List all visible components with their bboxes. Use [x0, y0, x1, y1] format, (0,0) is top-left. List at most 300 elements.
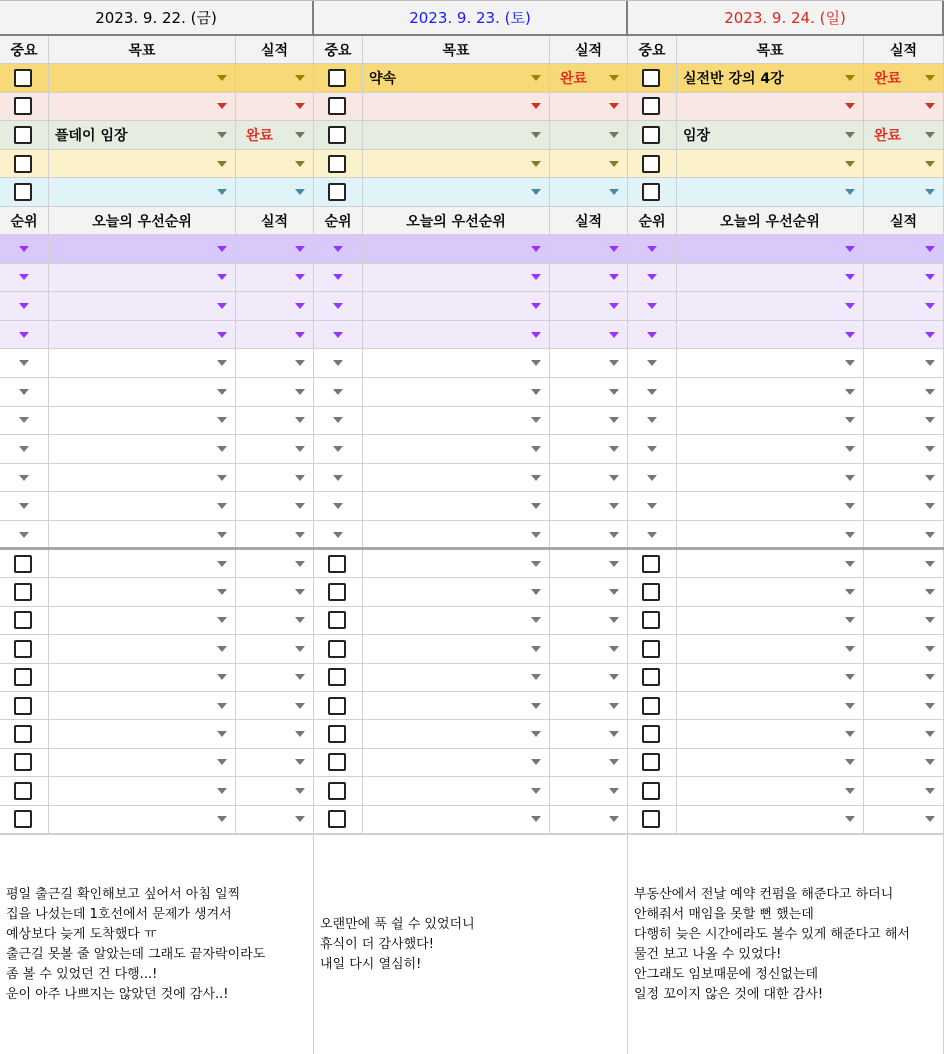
importance-checkbox[interactable]	[14, 97, 32, 115]
priority-cell[interactable]	[363, 349, 550, 378]
dropdown-arrow-icon[interactable]	[845, 75, 855, 81]
dropdown-arrow-icon[interactable]	[647, 446, 657, 452]
goal-cell[interactable]	[363, 121, 550, 150]
dropdown-arrow-icon[interactable]	[845, 731, 855, 737]
dropdown-arrow-icon[interactable]	[531, 646, 541, 652]
task-cell[interactable]	[677, 720, 864, 748]
dropdown-arrow-icon[interactable]	[647, 532, 657, 538]
result-select[interactable]	[550, 664, 628, 692]
task-cell[interactable]	[363, 777, 550, 805]
dropdown-arrow-icon[interactable]	[333, 274, 343, 280]
result-select[interactable]	[550, 64, 628, 93]
dropdown-arrow-icon[interactable]	[609, 816, 619, 822]
dropdown-arrow-icon[interactable]	[19, 503, 29, 509]
result-select[interactable]	[864, 178, 944, 207]
dropdown-arrow-icon[interactable]	[531, 731, 541, 737]
importance-checkbox[interactable]	[14, 126, 32, 144]
dropdown-arrow-icon[interactable]	[333, 360, 343, 366]
goal-cell[interactable]	[49, 178, 236, 207]
result-select[interactable]	[864, 492, 944, 521]
priority-cell[interactable]	[49, 435, 236, 464]
goal-cell[interactable]	[363, 64, 550, 93]
goal-cell[interactable]	[363, 178, 550, 207]
rank-select[interactable]	[0, 464, 49, 493]
result-select[interactable]	[550, 349, 628, 378]
dropdown-arrow-icon[interactable]	[295, 417, 305, 423]
rank-select[interactable]	[628, 264, 677, 293]
dropdown-arrow-icon[interactable]	[217, 703, 227, 709]
priority-cell[interactable]	[49, 378, 236, 407]
importance-checkbox[interactable]	[328, 155, 346, 173]
result-select[interactable]	[236, 578, 314, 606]
dropdown-arrow-icon[interactable]	[333, 503, 343, 509]
dropdown-arrow-icon[interactable]	[609, 332, 619, 338]
priority-cell[interactable]	[677, 264, 864, 293]
result-select[interactable]	[236, 292, 314, 321]
importance-checkbox[interactable]	[642, 183, 660, 201]
priority-cell[interactable]	[363, 435, 550, 464]
dropdown-arrow-icon[interactable]	[217, 189, 227, 195]
task-checkbox[interactable]	[14, 668, 32, 686]
result-select[interactable]	[550, 749, 628, 777]
task-checkbox[interactable]	[14, 753, 32, 771]
result-select[interactable]	[864, 720, 944, 748]
result-select[interactable]	[550, 607, 628, 635]
result-select[interactable]	[550, 264, 628, 293]
dropdown-arrow-icon[interactable]	[531, 103, 541, 109]
task-cell[interactable]	[363, 607, 550, 635]
task-cell[interactable]	[49, 720, 236, 748]
importance-checkbox[interactable]	[14, 155, 32, 173]
result-select[interactable]	[550, 150, 628, 179]
result-select[interactable]	[864, 235, 944, 264]
rank-select[interactable]	[628, 521, 677, 550]
task-checkbox[interactable]	[14, 782, 32, 800]
task-checkbox[interactable]	[642, 810, 660, 828]
dropdown-arrow-icon[interactable]	[295, 703, 305, 709]
task-cell[interactable]	[677, 635, 864, 663]
result-select[interactable]	[550, 121, 628, 150]
result-select[interactable]	[864, 578, 944, 606]
importance-checkbox[interactable]	[328, 183, 346, 201]
rank-select[interactable]	[0, 349, 49, 378]
priority-cell[interactable]	[49, 321, 236, 350]
result-select[interactable]	[864, 321, 944, 350]
result-select[interactable]	[236, 150, 314, 179]
rank-select[interactable]	[628, 378, 677, 407]
dropdown-arrow-icon[interactable]	[609, 389, 619, 395]
task-cell[interactable]	[677, 777, 864, 805]
task-checkbox[interactable]	[14, 611, 32, 629]
dropdown-arrow-icon[interactable]	[531, 417, 541, 423]
task-checkbox[interactable]	[14, 725, 32, 743]
dropdown-arrow-icon[interactable]	[609, 446, 619, 452]
result-select[interactable]	[550, 93, 628, 122]
task-checkbox[interactable]	[328, 668, 346, 686]
dropdown-arrow-icon[interactable]	[217, 303, 227, 309]
task-checkbox[interactable]	[328, 810, 346, 828]
dropdown-arrow-icon[interactable]	[295, 303, 305, 309]
result-select[interactable]	[550, 321, 628, 350]
dropdown-arrow-icon[interactable]	[333, 417, 343, 423]
dropdown-arrow-icon[interactable]	[845, 475, 855, 481]
task-checkbox[interactable]	[328, 782, 346, 800]
dropdown-arrow-icon[interactable]	[19, 274, 29, 280]
dropdown-arrow-icon[interactable]	[845, 646, 855, 652]
result-select[interactable]	[550, 521, 628, 550]
priority-cell[interactable]	[677, 464, 864, 493]
dropdown-arrow-icon[interactable]	[925, 389, 935, 395]
importance-checkbox[interactable]	[328, 126, 346, 144]
dropdown-arrow-icon[interactable]	[217, 132, 227, 138]
dropdown-arrow-icon[interactable]	[531, 360, 541, 366]
result-select[interactable]	[864, 550, 944, 578]
dropdown-arrow-icon[interactable]	[295, 674, 305, 680]
importance-checkbox[interactable]	[14, 183, 32, 201]
dropdown-arrow-icon[interactable]	[647, 360, 657, 366]
task-checkbox[interactable]	[328, 555, 346, 573]
importance-checkbox[interactable]	[14, 69, 32, 87]
rank-select[interactable]	[0, 321, 49, 350]
dropdown-arrow-icon[interactable]	[19, 446, 29, 452]
priority-cell[interactable]	[363, 264, 550, 293]
dropdown-arrow-icon[interactable]	[925, 589, 935, 595]
result-select[interactable]	[864, 378, 944, 407]
task-cell[interactable]	[677, 806, 864, 834]
dropdown-arrow-icon[interactable]	[609, 360, 619, 366]
dropdown-arrow-icon[interactable]	[295, 617, 305, 623]
dropdown-arrow-icon[interactable]	[845, 503, 855, 509]
dropdown-arrow-icon[interactable]	[845, 274, 855, 280]
result-select[interactable]	[236, 806, 314, 834]
task-checkbox[interactable]	[328, 697, 346, 715]
dropdown-arrow-icon[interactable]	[295, 731, 305, 737]
task-checkbox[interactable]	[642, 725, 660, 743]
dropdown-arrow-icon[interactable]	[925, 703, 935, 709]
task-cell[interactable]	[677, 550, 864, 578]
result-select[interactable]	[236, 264, 314, 293]
rank-select[interactable]	[0, 521, 49, 550]
dropdown-arrow-icon[interactable]	[19, 475, 29, 481]
dropdown-arrow-icon[interactable]	[925, 617, 935, 623]
priority-cell[interactable]	[677, 521, 864, 550]
dropdown-arrow-icon[interactable]	[531, 246, 541, 252]
priority-cell[interactable]	[677, 349, 864, 378]
result-select[interactable]	[236, 607, 314, 635]
result-select[interactable]	[550, 806, 628, 834]
dropdown-arrow-icon[interactable]	[295, 274, 305, 280]
result-select[interactable]	[236, 378, 314, 407]
rank-select[interactable]	[314, 435, 363, 464]
task-checkbox[interactable]	[14, 555, 32, 573]
task-checkbox[interactable]	[328, 640, 346, 658]
result-select[interactable]	[236, 349, 314, 378]
result-select[interactable]	[550, 720, 628, 748]
priority-cell[interactable]	[677, 235, 864, 264]
dropdown-arrow-icon[interactable]	[531, 561, 541, 567]
priority-cell[interactable]	[363, 235, 550, 264]
dropdown-arrow-icon[interactable]	[845, 446, 855, 452]
dropdown-arrow-icon[interactable]	[295, 759, 305, 765]
dropdown-arrow-icon[interactable]	[609, 475, 619, 481]
dropdown-arrow-icon[interactable]	[925, 303, 935, 309]
dropdown-arrow-icon[interactable]	[19, 303, 29, 309]
rank-select[interactable]	[314, 521, 363, 550]
result-select[interactable]	[550, 550, 628, 578]
dropdown-arrow-icon[interactable]	[295, 161, 305, 167]
importance-checkbox[interactable]	[642, 97, 660, 115]
result-select[interactable]	[864, 607, 944, 635]
result-select[interactable]	[236, 464, 314, 493]
task-cell[interactable]	[363, 550, 550, 578]
dropdown-arrow-icon[interactable]	[295, 646, 305, 652]
goal-cell[interactable]	[49, 64, 236, 93]
dropdown-arrow-icon[interactable]	[531, 674, 541, 680]
dropdown-arrow-icon[interactable]	[295, 332, 305, 338]
result-select[interactable]	[236, 664, 314, 692]
task-cell[interactable]	[677, 607, 864, 635]
rank-select[interactable]	[0, 435, 49, 464]
result-select[interactable]	[550, 378, 628, 407]
result-select[interactable]	[864, 349, 944, 378]
rank-select[interactable]	[314, 464, 363, 493]
rank-select[interactable]	[0, 235, 49, 264]
dropdown-arrow-icon[interactable]	[19, 532, 29, 538]
result-select[interactable]	[864, 749, 944, 777]
dropdown-arrow-icon[interactable]	[217, 360, 227, 366]
dropdown-arrow-icon[interactable]	[19, 332, 29, 338]
task-checkbox[interactable]	[328, 611, 346, 629]
dropdown-arrow-icon[interactable]	[217, 246, 227, 252]
dropdown-arrow-icon[interactable]	[531, 446, 541, 452]
dropdown-arrow-icon[interactable]	[531, 75, 541, 81]
result-select[interactable]	[236, 93, 314, 122]
task-cell[interactable]	[49, 777, 236, 805]
task-cell[interactable]	[363, 635, 550, 663]
dropdown-arrow-icon[interactable]	[217, 274, 227, 280]
result-select[interactable]	[864, 150, 944, 179]
dropdown-arrow-icon[interactable]	[647, 389, 657, 395]
dropdown-arrow-icon[interactable]	[333, 303, 343, 309]
result-select[interactable]	[864, 264, 944, 293]
rank-select[interactable]	[0, 264, 49, 293]
priority-cell[interactable]	[49, 235, 236, 264]
priority-cell[interactable]	[363, 407, 550, 436]
result-select[interactable]	[864, 635, 944, 663]
gratitude-memo[interactable]	[314, 834, 628, 1054]
result-select[interactable]	[864, 464, 944, 493]
dropdown-arrow-icon[interactable]	[531, 788, 541, 794]
goal-cell[interactable]	[49, 93, 236, 122]
dropdown-arrow-icon[interactable]	[925, 246, 935, 252]
dropdown-arrow-icon[interactable]	[845, 246, 855, 252]
task-cell[interactable]	[677, 664, 864, 692]
result-select[interactable]	[550, 635, 628, 663]
dropdown-arrow-icon[interactable]	[609, 759, 619, 765]
dropdown-arrow-icon[interactable]	[295, 475, 305, 481]
dropdown-arrow-icon[interactable]	[217, 816, 227, 822]
dropdown-arrow-icon[interactable]	[647, 274, 657, 280]
dropdown-arrow-icon[interactable]	[217, 532, 227, 538]
goal-cell[interactable]	[677, 64, 864, 93]
task-cell[interactable]	[363, 578, 550, 606]
dropdown-arrow-icon[interactable]	[295, 816, 305, 822]
dropdown-arrow-icon[interactable]	[609, 589, 619, 595]
dropdown-arrow-icon[interactable]	[925, 646, 935, 652]
priority-cell[interactable]	[49, 464, 236, 493]
priority-cell[interactable]	[677, 407, 864, 436]
gratitude-memo[interactable]	[628, 834, 944, 1054]
dropdown-arrow-icon[interactable]	[333, 246, 343, 252]
dropdown-arrow-icon[interactable]	[217, 161, 227, 167]
dropdown-arrow-icon[interactable]	[217, 561, 227, 567]
result-select[interactable]	[864, 806, 944, 834]
goal-cell[interactable]	[677, 93, 864, 122]
dropdown-arrow-icon[interactable]	[925, 674, 935, 680]
dropdown-arrow-icon[interactable]	[531, 161, 541, 167]
dropdown-arrow-icon[interactable]	[333, 446, 343, 452]
dropdown-arrow-icon[interactable]	[217, 589, 227, 595]
importance-checkbox[interactable]	[328, 97, 346, 115]
result-select[interactable]	[236, 407, 314, 436]
result-select[interactable]	[236, 492, 314, 521]
result-select[interactable]	[864, 521, 944, 550]
priority-cell[interactable]	[677, 378, 864, 407]
priority-cell[interactable]	[363, 321, 550, 350]
dropdown-arrow-icon[interactable]	[531, 703, 541, 709]
result-select[interactable]	[236, 720, 314, 748]
dropdown-arrow-icon[interactable]	[531, 475, 541, 481]
dropdown-arrow-icon[interactable]	[295, 75, 305, 81]
task-cell[interactable]	[677, 749, 864, 777]
dropdown-arrow-icon[interactable]	[217, 332, 227, 338]
dropdown-arrow-icon[interactable]	[845, 674, 855, 680]
dropdown-arrow-icon[interactable]	[217, 389, 227, 395]
dropdown-arrow-icon[interactable]	[609, 303, 619, 309]
result-select[interactable]	[864, 292, 944, 321]
dropdown-arrow-icon[interactable]	[531, 503, 541, 509]
dropdown-arrow-icon[interactable]	[19, 417, 29, 423]
rank-select[interactable]	[314, 378, 363, 407]
dropdown-arrow-icon[interactable]	[295, 103, 305, 109]
task-checkbox[interactable]	[642, 697, 660, 715]
rank-select[interactable]	[314, 264, 363, 293]
task-cell[interactable]	[49, 749, 236, 777]
dropdown-arrow-icon[interactable]	[19, 246, 29, 252]
dropdown-arrow-icon[interactable]	[925, 103, 935, 109]
dropdown-arrow-icon[interactable]	[845, 103, 855, 109]
dropdown-arrow-icon[interactable]	[295, 589, 305, 595]
dropdown-arrow-icon[interactable]	[845, 816, 855, 822]
result-select[interactable]	[864, 692, 944, 720]
dropdown-arrow-icon[interactable]	[925, 731, 935, 737]
dropdown-arrow-icon[interactable]	[295, 446, 305, 452]
result-select[interactable]	[236, 321, 314, 350]
task-checkbox[interactable]	[642, 611, 660, 629]
rank-select[interactable]	[314, 321, 363, 350]
importance-checkbox[interactable]	[642, 69, 660, 87]
dropdown-arrow-icon[interactable]	[647, 303, 657, 309]
task-cell[interactable]	[363, 664, 550, 692]
priority-cell[interactable]	[49, 407, 236, 436]
goal-cell[interactable]	[363, 150, 550, 179]
result-select[interactable]	[236, 550, 314, 578]
result-select[interactable]	[550, 578, 628, 606]
rank-select[interactable]	[314, 292, 363, 321]
dropdown-arrow-icon[interactable]	[845, 332, 855, 338]
goal-cell[interactable]	[49, 121, 236, 150]
importance-checkbox[interactable]	[642, 155, 660, 173]
task-cell[interactable]	[49, 550, 236, 578]
rank-select[interactable]	[628, 464, 677, 493]
task-checkbox[interactable]	[328, 725, 346, 743]
dropdown-arrow-icon[interactable]	[333, 532, 343, 538]
task-cell[interactable]	[49, 578, 236, 606]
task-cell[interactable]	[677, 692, 864, 720]
dropdown-arrow-icon[interactable]	[217, 759, 227, 765]
rank-select[interactable]	[314, 492, 363, 521]
task-checkbox[interactable]	[14, 810, 32, 828]
task-checkbox[interactable]	[642, 668, 660, 686]
dropdown-arrow-icon[interactable]	[19, 360, 29, 366]
dropdown-arrow-icon[interactable]	[217, 646, 227, 652]
result-select[interactable]	[550, 464, 628, 493]
dropdown-arrow-icon[interactable]	[845, 389, 855, 395]
goal-cell[interactable]	[677, 178, 864, 207]
result-select[interactable]	[236, 235, 314, 264]
dropdown-arrow-icon[interactable]	[845, 417, 855, 423]
dropdown-arrow-icon[interactable]	[217, 674, 227, 680]
priority-cell[interactable]	[49, 521, 236, 550]
priority-cell[interactable]	[49, 292, 236, 321]
task-checkbox[interactable]	[14, 697, 32, 715]
result-select[interactable]	[864, 64, 944, 93]
dropdown-arrow-icon[interactable]	[925, 532, 935, 538]
dropdown-arrow-icon[interactable]	[845, 759, 855, 765]
dropdown-arrow-icon[interactable]	[609, 103, 619, 109]
dropdown-arrow-icon[interactable]	[925, 161, 935, 167]
dropdown-arrow-icon[interactable]	[925, 561, 935, 567]
dropdown-arrow-icon[interactable]	[647, 332, 657, 338]
dropdown-arrow-icon[interactable]	[925, 332, 935, 338]
result-select[interactable]	[550, 292, 628, 321]
dropdown-arrow-icon[interactable]	[845, 561, 855, 567]
dropdown-arrow-icon[interactable]	[845, 703, 855, 709]
dropdown-arrow-icon[interactable]	[925, 759, 935, 765]
goal-cell[interactable]	[363, 93, 550, 122]
dropdown-arrow-icon[interactable]	[925, 816, 935, 822]
dropdown-arrow-icon[interactable]	[925, 75, 935, 81]
dropdown-arrow-icon[interactable]	[531, 389, 541, 395]
result-select[interactable]	[550, 692, 628, 720]
importance-checkbox[interactable]	[328, 69, 346, 87]
dropdown-arrow-icon[interactable]	[845, 532, 855, 538]
dropdown-arrow-icon[interactable]	[531, 274, 541, 280]
dropdown-arrow-icon[interactable]	[925, 132, 935, 138]
result-select[interactable]	[236, 64, 314, 93]
priority-cell[interactable]	[363, 464, 550, 493]
task-checkbox[interactable]	[328, 753, 346, 771]
result-select[interactable]	[550, 492, 628, 521]
rank-select[interactable]	[628, 407, 677, 436]
result-select[interactable]	[864, 407, 944, 436]
dropdown-arrow-icon[interactable]	[217, 503, 227, 509]
result-select[interactable]	[236, 121, 314, 150]
dropdown-arrow-icon[interactable]	[217, 103, 227, 109]
dropdown-arrow-icon[interactable]	[531, 189, 541, 195]
dropdown-arrow-icon[interactable]	[925, 360, 935, 366]
dropdown-arrow-icon[interactable]	[531, 303, 541, 309]
